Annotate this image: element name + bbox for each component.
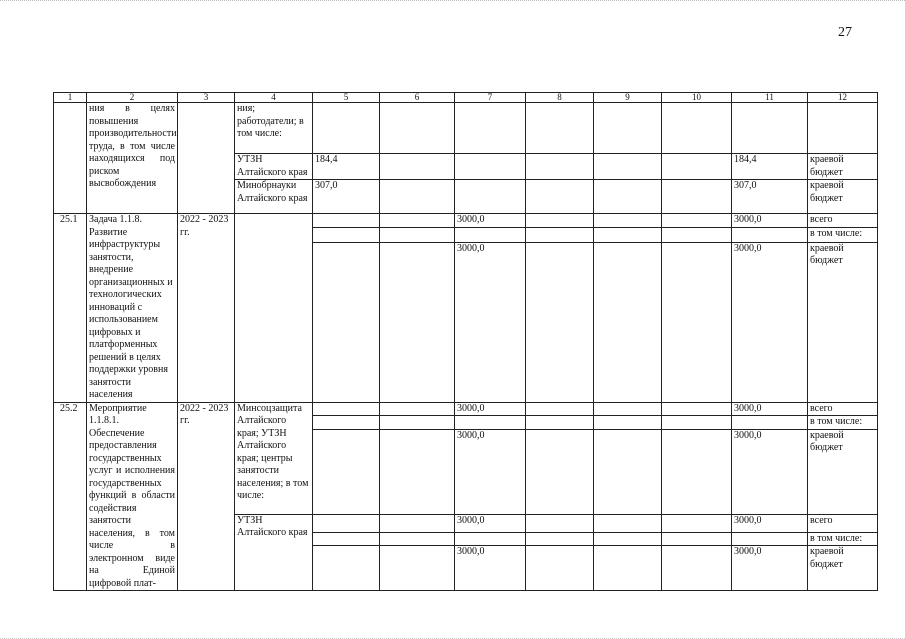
amount-cell: 3000,0 xyxy=(455,242,526,402)
measure-name-cell: ния в целях повышения производительности труда, в том числе находящихся под риском высвобождения xyxy=(87,103,178,214)
period-cell: 2022 - 2023 гг. xyxy=(178,214,235,403)
period-cell: 2022 - 2023 гг. xyxy=(178,402,235,591)
measure-name-cell: Мероприятие 1.1.8.1. Обеспечение предоставления государственных услуг и исполнения государственных функций в области содействия занятости населения, в том числе в электронном виде на Единой цифровой плат- xyxy=(87,402,178,591)
header-cell: 4 xyxy=(235,93,313,103)
source-cell: всего xyxy=(808,514,878,532)
source-cell: краевой бюджет xyxy=(808,429,878,514)
total-cell: 3000,0 xyxy=(732,402,808,416)
total-cell: 307,0 xyxy=(732,180,808,214)
header-cell: 6 xyxy=(380,93,455,103)
total-cell: 3000,0 xyxy=(732,514,808,532)
executor-cell xyxy=(235,214,313,403)
executor-cell: УТЗН Алтайского края xyxy=(235,154,313,180)
source-cell: в том числе: xyxy=(808,532,878,546)
header-cell: 7 xyxy=(455,93,526,103)
amount-cell: 3000,0 xyxy=(455,402,526,416)
amount-cell: 3000,0 xyxy=(455,514,526,532)
total-cell: 3000,0 xyxy=(732,429,808,514)
total-cell: 3000,0 xyxy=(732,214,808,228)
row-number-cell xyxy=(54,103,87,214)
page-number: 27 xyxy=(838,25,852,40)
executor-cell: УТЗН Алтайского края xyxy=(235,514,313,591)
amount-cell: 3000,0 xyxy=(455,429,526,514)
total-cell: 3000,0 xyxy=(732,546,808,591)
header-row xyxy=(54,93,878,103)
source-cell: всего xyxy=(808,214,878,228)
executor-cell: ния; работодатели; в том числе: xyxy=(235,103,313,154)
source-cell: краевой бюджет xyxy=(808,180,878,214)
total-cell: 184,4 xyxy=(732,154,808,180)
amount-cell: 307,0 xyxy=(313,180,380,214)
scan-edge-top xyxy=(0,0,905,7)
source-cell: краевой бюджет xyxy=(808,546,878,591)
header-cell: 1 xyxy=(54,93,87,103)
row-number-cell: 25.1 xyxy=(54,214,87,403)
table-row xyxy=(54,214,878,228)
executor-cell: Минобрнауки Алтайского края xyxy=(235,180,313,214)
executor-cell: Минсоцзащита Алтайского края; УТЗН Алтайского края; центры занятости населения; в том числе: xyxy=(235,402,313,514)
total-cell: 3000,0 xyxy=(732,242,808,402)
scan-edge-bottom xyxy=(0,632,905,639)
source-cell: всего xyxy=(808,402,878,416)
row-number-cell: 25.2 xyxy=(54,402,87,591)
header-cell: 12 xyxy=(808,93,878,103)
period-cell xyxy=(178,103,235,214)
table-row xyxy=(54,103,878,154)
source-cell: в том числе: xyxy=(808,228,878,242)
header-cell: 11 xyxy=(732,93,808,103)
header-cell: 2 xyxy=(87,93,178,103)
header-cell: 8 xyxy=(526,93,594,103)
amount-cell: 184,4 xyxy=(313,154,380,180)
amount-cell: 3000,0 xyxy=(455,214,526,228)
header-cell: 9 xyxy=(594,93,662,103)
source-cell: в том числе: xyxy=(808,416,878,430)
header-cell: 5 xyxy=(313,93,380,103)
header-cell: 3 xyxy=(178,93,235,103)
amount-cell: 3000,0 xyxy=(455,546,526,591)
table-row xyxy=(54,402,878,416)
header-cell: 10 xyxy=(662,93,732,103)
program-table xyxy=(53,92,878,591)
source-cell: краевой бюджет xyxy=(808,154,878,180)
task-name-cell: Задача 1.1.8. Развитие инфраструктуры занятости, внедрение организационных и технологических инноваций с использованием цифровых и платформенных решений в целях поддержки уровня занятости населения xyxy=(87,214,178,403)
source-cell: краевой бюджет xyxy=(808,242,878,402)
